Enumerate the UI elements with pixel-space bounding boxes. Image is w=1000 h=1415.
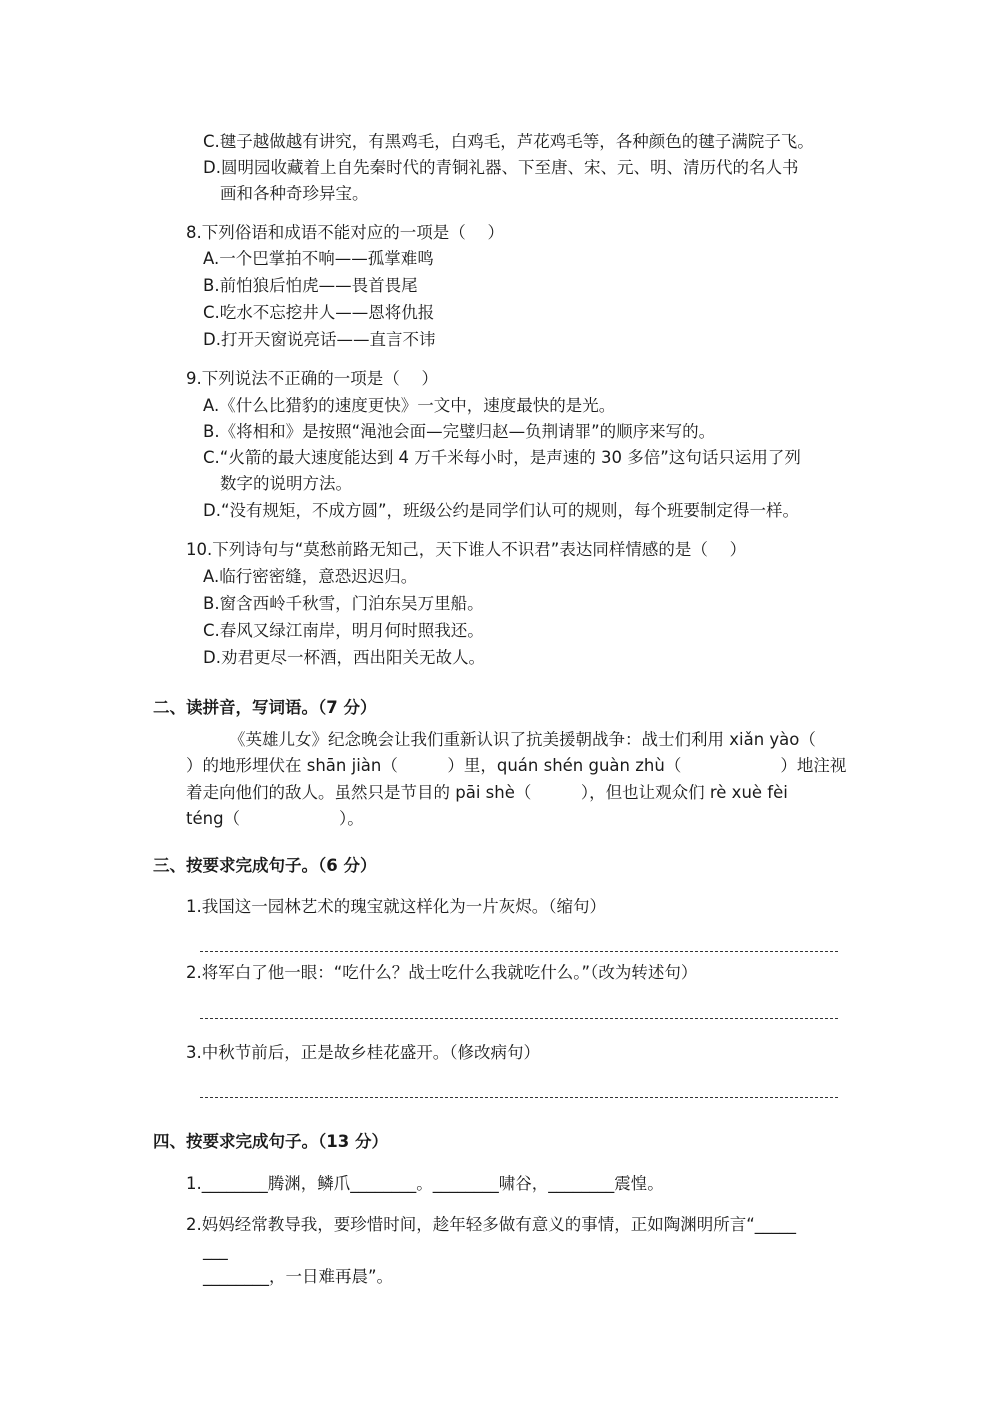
q8-stem: 8.下列俗语和成语不能对应的一项是（ ） (186, 223, 504, 242)
answer-line-1[interactable] (200, 951, 838, 952)
section-4-sentence-2-blank-continued: ___ (203, 1241, 228, 1260)
q9-stem: 9.下列说法不正确的一项是（ ） (186, 369, 438, 388)
section-4-sentence-1: 1.________腾渊，鳞爪________。________啸谷，________震惶。 (186, 1174, 664, 1193)
section-3-sentence-2: 2.将军白了他一眼：“吃什么？战士吃什么我就吃什么。”（改为转述句） (186, 963, 698, 982)
q10-option-b: B.窗含西岭千秋雪，门泊东吴万里船。 (203, 594, 484, 613)
q7-option-d: D.圆明园收藏着上自先秦时代的青铜礼器、下至唐、宋、元、明、清历代的名人书 (203, 158, 799, 177)
q10-option-c: C.春风又绿江南岸，明月何时照我还。 (203, 621, 484, 640)
q8-option-a: A.一个巴掌拍不响——孤掌难鸣 (203, 249, 434, 268)
q8-option-c: C.吃水不忘挖井人——恩将仇报 (203, 303, 435, 322)
section-3-sentence-1: 1.我国这一园林艺术的瑰宝就这样化为一片灰烬。（缩句） (186, 897, 606, 916)
q7-option-c: C.毽子越做越有讲究，有黑鸡毛，白鸡毛，芦花鸡毛等，各种颜色的毽子满院子飞。 (203, 132, 814, 151)
section-4-title: 四、按要求完成句子。（13 分） (153, 1132, 388, 1151)
section-2-paragraph-line-3: 着走向他们的敌人。虽然只是节目的 pāi shè（ ），但也让观众们 rè xuè fèi (186, 783, 788, 802)
q10-option-d: D.劝君更尽一杯酒，西出阳关无故人。 (203, 648, 485, 667)
q9-option-c-continued: 数字的说明方法。 (220, 474, 352, 493)
section-3-title: 三、按要求完成句子。（6 分） (153, 856, 377, 875)
section-2-paragraph-line-2: ）的地形埋伏在 shān jiàn（ ）里，quán shén guàn zhù（ ）地注视 (186, 756, 847, 775)
section-4-sentence-2-continued: ________，一日难再晨”。 (203, 1267, 394, 1286)
q8-option-b: B.前怕狼后怕虎——畏首畏尾 (203, 276, 418, 295)
section-2-title: 二、读拼音，写词语。（7 分） (153, 698, 377, 717)
answer-line-2[interactable] (200, 1018, 838, 1019)
q9-option-c: C.“火箭的最大速度能达到 4 万千米每小时，是声速的 30 多倍”这句话只运用了列 (203, 448, 801, 467)
section-4-sentence-2: 2.妈妈经常教导我，要珍惜时间，趁年轻多做有意义的事情，正如陶渊明所言“_____ (186, 1215, 797, 1234)
q10-stem: 10.下列诗句与“莫愁前路无知己，天下谁人不识君”表达同样情感的是（ ） (186, 540, 747, 559)
section-2-paragraph-line-4: téng（ ）。 (186, 809, 364, 828)
section-3-sentence-3: 3.中秋节前后，正是故乡桂花盛开。（修改病句） (186, 1043, 540, 1062)
q10-option-a: A.临行密密缝，意恐迟迟归。 (203, 567, 418, 586)
q8-option-d: D.打开天窗说亮话——直言不讳 (203, 330, 436, 349)
q9-option-b: B.《将相和》是按照“渑池会面—完璧归赵—负荆请罪”的顺序来写的。 (203, 422, 716, 441)
q7-option-d-continued: 画和各种奇珍异宝。 (220, 184, 369, 203)
answer-line-3[interactable] (200, 1097, 838, 1098)
q9-option-d: D.“没有规矩，不成方圆”，班级公约是同学们认可的规则，每个班要制定得一样。 (203, 501, 800, 520)
section-2-paragraph-line-1: 《英雄儿女》纪念晚会让我们重新认识了抗美援朝战争：战士们利用 xiǎn yào（ (229, 730, 816, 749)
q9-option-a: A.《什么比猎豹的速度更快》一文中，速度最快的是光。 (203, 396, 616, 415)
